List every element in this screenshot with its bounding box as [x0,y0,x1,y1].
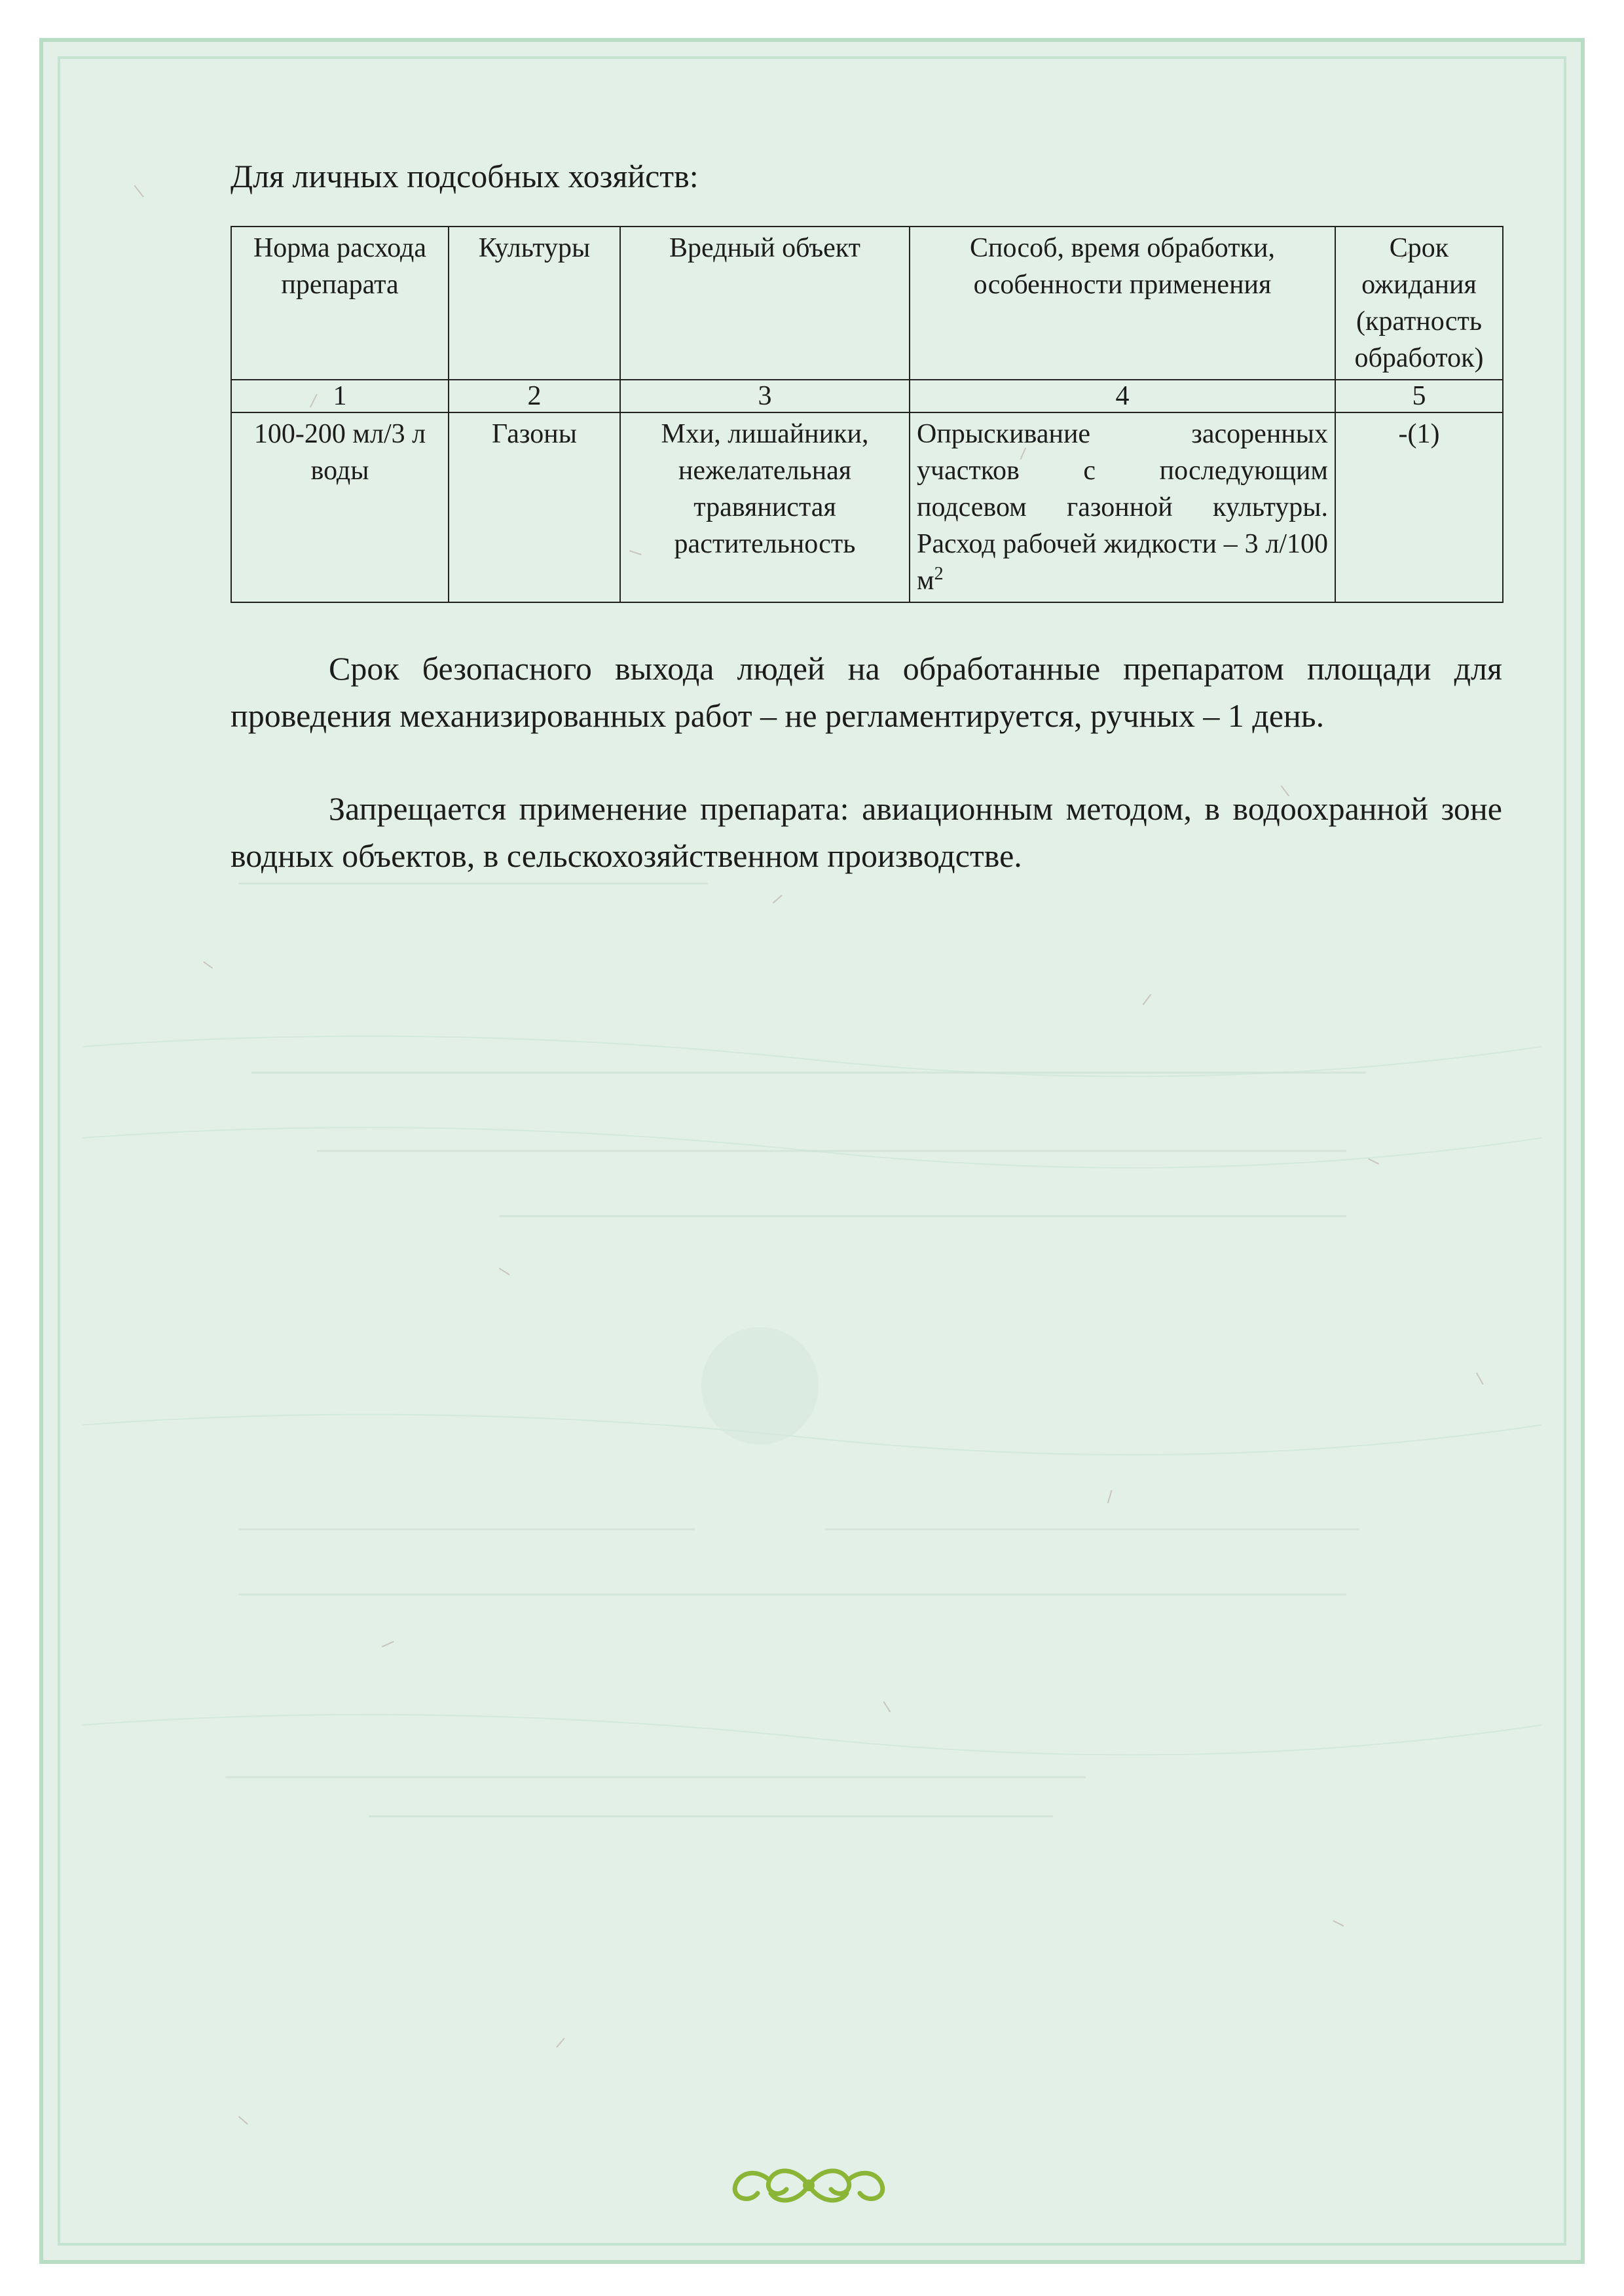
cell-pest: Мхи, лишайники, нежелательная травянистая растительность [620,412,910,602]
superscript-exponent: 2 [934,564,944,584]
paragraph-restrictions: Запрещается применение препарата: авиационным методом, в водоохранной зоне водных объектов, в сельскохозяйственном производстве. [231,790,1502,874]
cell-crop: Газоны [449,412,620,602]
cell-method [910,412,1335,602]
column-number: 5 [1335,380,1503,412]
header-method: Способ, время обработки, особенности применения [910,227,1335,380]
cell-method-text: Опрыскивание засоренных участков с последующим подсевом газонной культуры. Расход рабочей жидкости – 3 л/100 м [917,419,1328,596]
cell-rate: 100-200 мл/3 л воды [231,412,449,602]
cell-waiting: -(1) [1335,412,1503,602]
column-number: 2 [449,380,620,412]
table-row [231,412,1503,602]
header-pest: Вредный объект [620,227,910,380]
application-table [231,226,1504,603]
header-rate: Норма расхода препарата [231,227,449,380]
header-crops: Культуры [449,227,620,380]
column-number: 3 [620,380,910,412]
paragraph-safe-exit: Срок безопасного выхода людей на обработанные препаратом площади для проведения механизированных работ – не регламентируется, ручных – 1 день. [231,650,1502,734]
section-heading: Для личных подсобных хозяйств: [231,158,699,194]
header-waiting: Срок ожидания (кратность обработок) [1335,227,1503,380]
floral-ornament-icon [724,2160,894,2210]
column-number: 1 [231,380,449,412]
column-number-row [231,380,1503,412]
column-number: 4 [910,380,1335,412]
table-header-row [231,227,1503,380]
